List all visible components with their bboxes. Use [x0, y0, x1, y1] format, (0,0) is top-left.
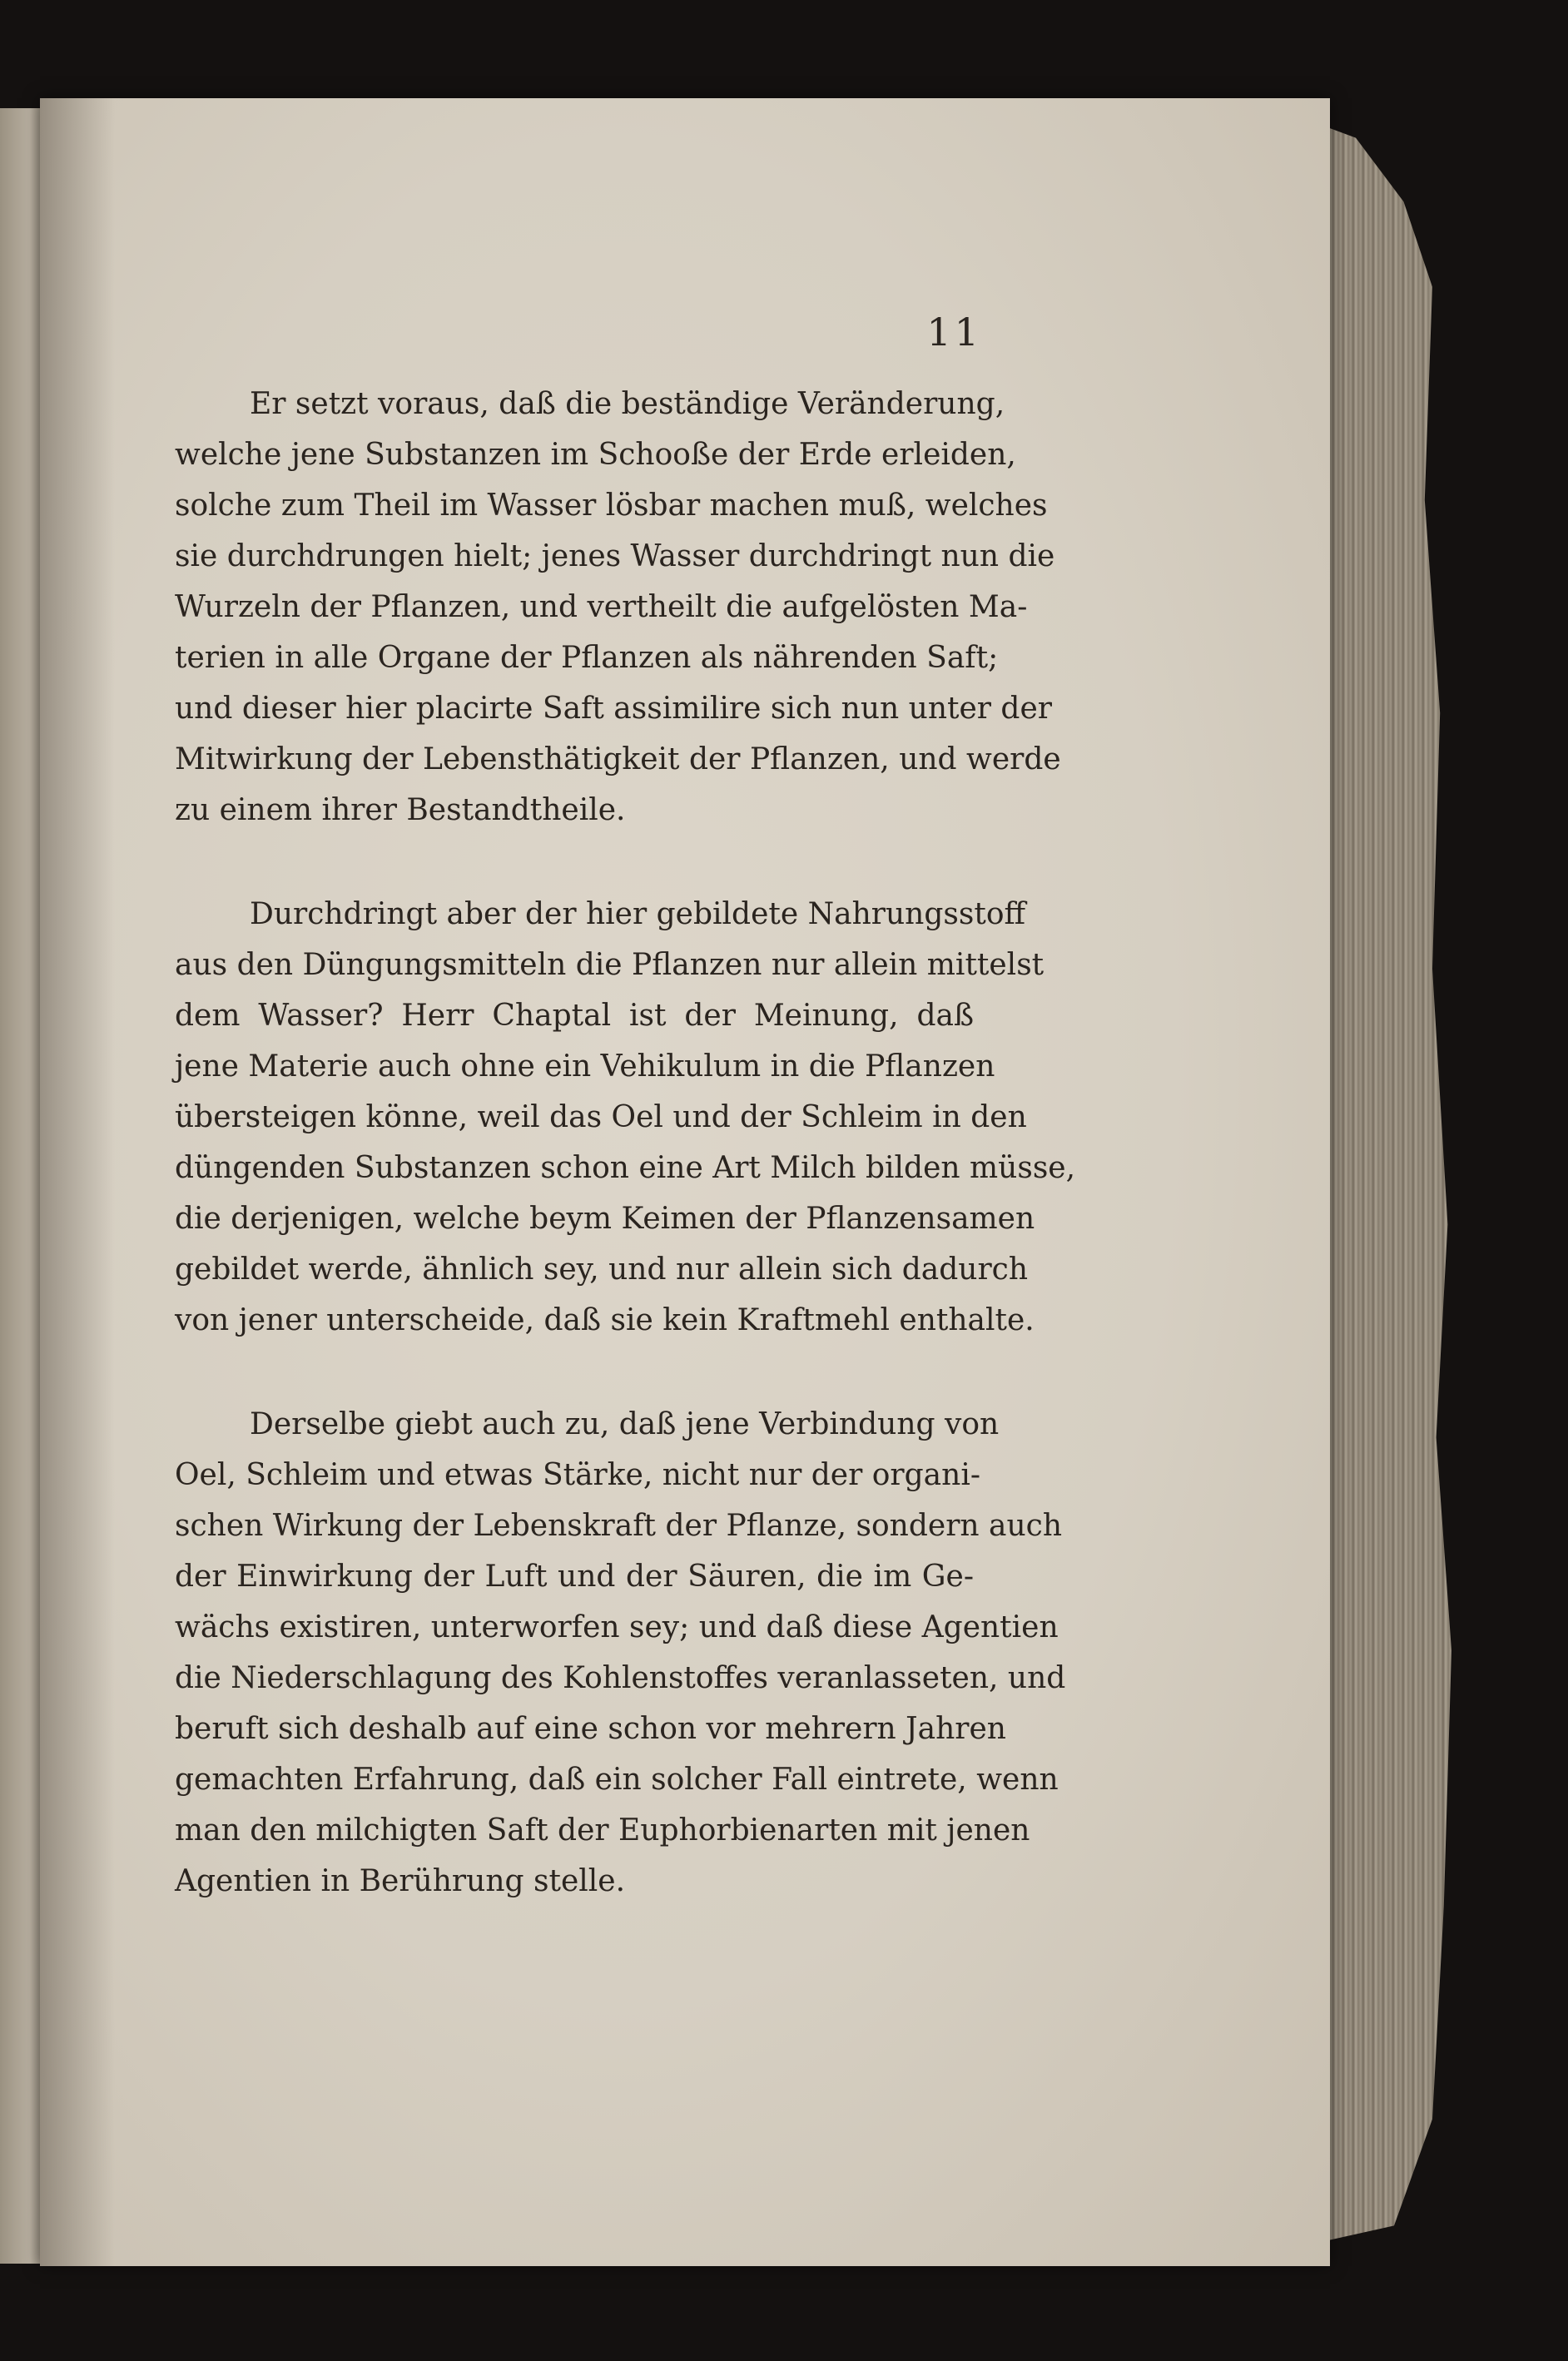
paragraph-1 [175, 379, 1061, 836]
text-line: Mitwirkung der Lebensthätigkeit der Pflanzen, und werde [175, 742, 1061, 776]
text-line: sie durchdrungen hielt; jenes Wasser durchdringt nun die [175, 539, 1055, 573]
paragraph-gap [175, 1346, 974, 1399]
text-line: düngenden Substanzen schon eine Art Milch bilden müsse, [175, 1151, 1076, 1185]
text-line: solche zum Theil im Wasser lösbar machen muß, welches [175, 489, 1048, 523]
text-line: gemachten Erfahrung, daß ein solcher Fall eintrete, wenn [175, 1763, 1059, 1797]
gutter-shadow [40, 98, 115, 2266]
text-line: die Niederschlagung des Kohlenstoffes veranlasseten, und [175, 1661, 1066, 1695]
text-line: der Einwirkung der Luft und der Säuren, die im Ge- [175, 1560, 974, 1594]
text-line: welche jene Substanzen im Schooße der Erde erleiden, [175, 438, 1016, 472]
text-line: übersteigen könne, weil das Oel und der Schleim in den [175, 1100, 1027, 1134]
text-line: man den milchigten Saft der Euphorbienarten mit jenen [175, 1813, 1030, 1848]
text-line: und dieser hier placirte Saft assimilire sich nun unter der [175, 692, 1052, 726]
body-text [175, 379, 1076, 1907]
text-line: von jener unterscheide, daß sie kein Kraftmehl enthalte. [175, 1303, 1035, 1337]
text-line: die derjenigen, welche beym Keimen der Pflanzensamen [175, 1202, 1035, 1236]
text-line: schen Wirkung der Lebenskraft der Pflanze, sondern auch [175, 1509, 1063, 1543]
paragraph-gap [175, 836, 974, 889]
page-number: 11 [926, 310, 982, 355]
text-line: wächs existiren, unterworfen sey; und daß diese Agentien [175, 1610, 1059, 1644]
text-line: aus den Düngungsmitteln die Pflanzen nur allein mittelst [175, 948, 1045, 982]
text-line: Oel, Schleim und etwas Stärke, nicht nur der organi- [175, 1458, 981, 1492]
text-line: Durchdringt aber der hier gebildete Nahrungsstoff [250, 897, 1026, 931]
text-line: Agentien in Berührung stelle. [175, 1864, 626, 1898]
text-line: gebildet werde, ähnlich sey, und nur allein sich dadurch [175, 1252, 1029, 1287]
text-line: terien in alle Organe der Pflanzen als nährenden Saft; [175, 641, 999, 675]
text-line: Derselbe giebt auch zu, daß jene Verbindung von [250, 1407, 1000, 1441]
text-line: dem Wasser? Herr Chaptal ist der Meinung, daß [175, 999, 974, 1033]
text-line: zu einem ihrer Bestandtheile. [175, 793, 626, 827]
text-line: Wurzeln der Pflanzen, und vertheilt die aufgelösten Ma- [175, 590, 1028, 624]
text-line: jene Materie auch ohne ein Vehikulum in die Pflanzen [175, 1049, 995, 1084]
text-line: Er setzt voraus, daß die beständige Veränderung, [250, 387, 1005, 421]
paragraph-3 [175, 1399, 1066, 1907]
paragraph-2 [175, 889, 1076, 1346]
text-line: beruft sich deshalb auf eine schon vor mehrern Jahren [175, 1712, 1006, 1746]
